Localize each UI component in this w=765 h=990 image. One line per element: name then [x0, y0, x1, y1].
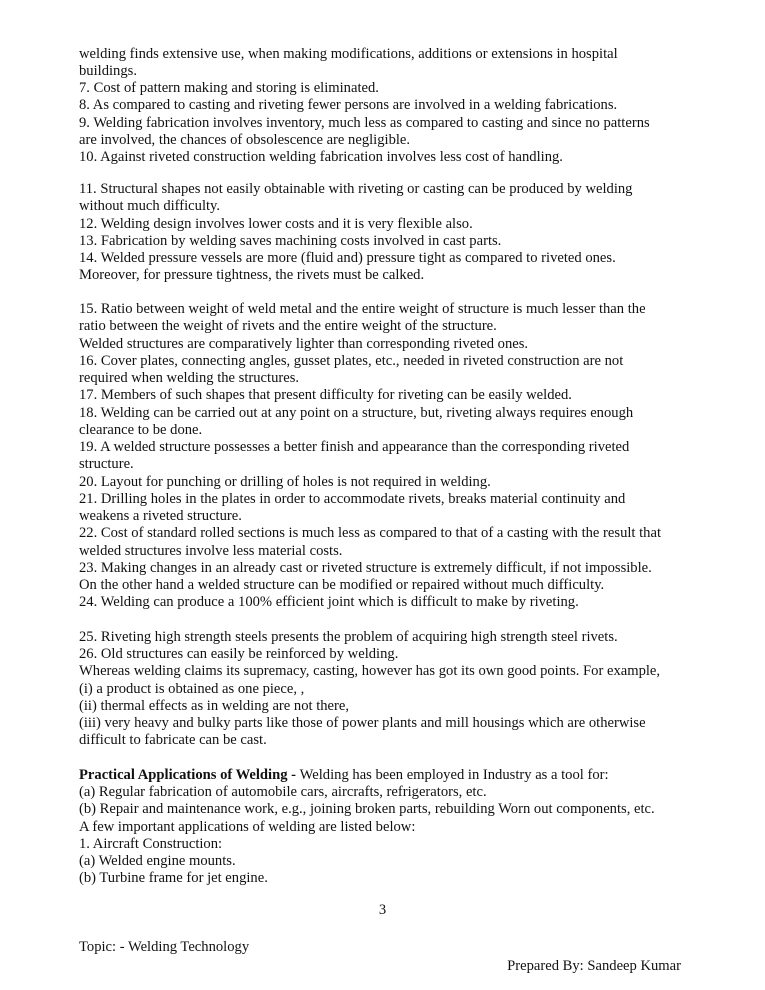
text-line: On the other hand a welded structure can be modified or repaired without much difficulty. [79, 577, 605, 593]
applications-intro: Welding has been employed in Industry as a tool for: [299, 767, 609, 783]
text-line: without much difficulty. [79, 198, 221, 214]
text-line: A few important applications of welding are listed below: [79, 819, 416, 835]
list-item-11: 11. Structural shapes not easily obtainable with riveting or casting can be produced by welding [79, 181, 633, 197]
footer-topic: Topic: - Welding Technology [79, 939, 250, 955]
list-item-23: 23. Making changes in an already cast or riveted structure is extremely difficult, if not impossible. [79, 560, 652, 576]
sub-item-iii: (iii) very heavy and bulky parts like those of power plants and mill housings which are otherwise [79, 715, 646, 731]
text-line: Moreover, for pressure tightness, the rivets must be calked. [79, 267, 425, 283]
text-line: welding finds extensive use, when making modifications, additions or extensions in hospital [79, 46, 618, 62]
section-heading: Practical Applications of Welding - [79, 767, 300, 783]
list-item-15: 15. Ratio between weight of weld metal and the entire weight of structure is much lesser than the [79, 301, 646, 317]
sub-item-i: (i) a product is obtained as one piece, , [79, 681, 305, 697]
text-line: required when welding the structures. [79, 370, 300, 386]
application-1-a: (a) Welded engine mounts. [79, 853, 236, 869]
list-item-17: 17. Members of such shapes that present difficulty for riveting can be easily welded. [79, 387, 572, 403]
application-item-a: (a) Regular fabrication of automobile cars, aircrafts, refrigerators, etc. [79, 784, 487, 800]
list-item-18: 18. Welding can be carried out at any point on a structure, but, riveting always requires enough [79, 405, 634, 421]
list-item-16: 16. Cover plates, connecting angles, gusset plates, etc., needed in riveted construction are not [79, 353, 624, 369]
text-line: clearance to be done. [79, 422, 203, 438]
text-line: difficult to fabricate can be cast. [79, 732, 267, 748]
list-item-14: 14. Welded pressure vessels are more (fluid and) pressure tight as compared to riveted ones. [79, 250, 616, 266]
text-line: welded structures involve less material costs. [79, 543, 343, 559]
text-line: are involved, the chances of obsolescence are negligible. [79, 132, 411, 148]
footer-author: Prepared By: Sandeep Kumar [507, 958, 681, 974]
application-1-b: (b) Turbine frame for jet engine. [79, 870, 268, 886]
text-line: weakens a riveted structure. [79, 508, 242, 524]
page-number: 3 [378, 902, 387, 918]
applications-paragraph [79, 767, 609, 784]
list-item-10: 10. Against riveted construction welding fabrication involves less cost of handling. [79, 149, 563, 165]
application-item-b: (b) Repair and maintenance work, e.g., joining broken parts, rebuilding Worn out components, etc. [79, 801, 655, 817]
list-item-19: 19. A welded structure possesses a better finish and appearance than the corresponding riveted [79, 439, 630, 455]
sub-item-ii: (ii) thermal effects as in welding are not there, [79, 698, 350, 714]
list-item-24: 24. Welding can produce a 100% efficient joint which is difficult to make by riveting. [79, 594, 579, 610]
list-item-25: 25. Riveting high strength steels presents the problem of acquiring high strength steel rivets. [79, 629, 618, 645]
list-item-7: 7. Cost of pattern making and storing is eliminated. [79, 80, 379, 96]
text-line: Welded structures are comparatively lighter than corresponding riveted ones. [79, 336, 529, 352]
list-item-26: 26. Old structures can easily be reinforced by welding. [79, 646, 399, 662]
list-item-20: 20. Layout for punching or drilling of holes is not required in welding. [79, 474, 491, 490]
list-item-12: 12. Welding design involves lower costs and it is very flexible also. [79, 216, 473, 232]
list-item-13: 13. Fabrication by welding saves machining costs involved in cast parts. [79, 233, 502, 249]
list-item-9: 9. Welding fabrication involves inventory, much less as compared to casting and since no patterns [79, 115, 650, 131]
application-1: 1. Aircraft Construction: [79, 836, 223, 852]
text-line: buildings. [79, 63, 137, 79]
list-item-22: 22. Cost of standard rolled sections is much less as compared to that of a casting with the result that [79, 525, 662, 541]
text-line: structure. [79, 456, 134, 472]
text-line: Whereas welding claims its supremacy, casting, however has got its own good points. For example, [79, 663, 661, 679]
text-line: ratio between the weight of rivets and the entire weight of the structure. [79, 318, 497, 334]
list-item-21: 21. Drilling holes in the plates in order to accommodate rivets, breaks material continuity and [79, 491, 626, 507]
list-item-8: 8. As compared to casting and riveting fewer persons are involved in a welding fabrications. [79, 97, 618, 113]
